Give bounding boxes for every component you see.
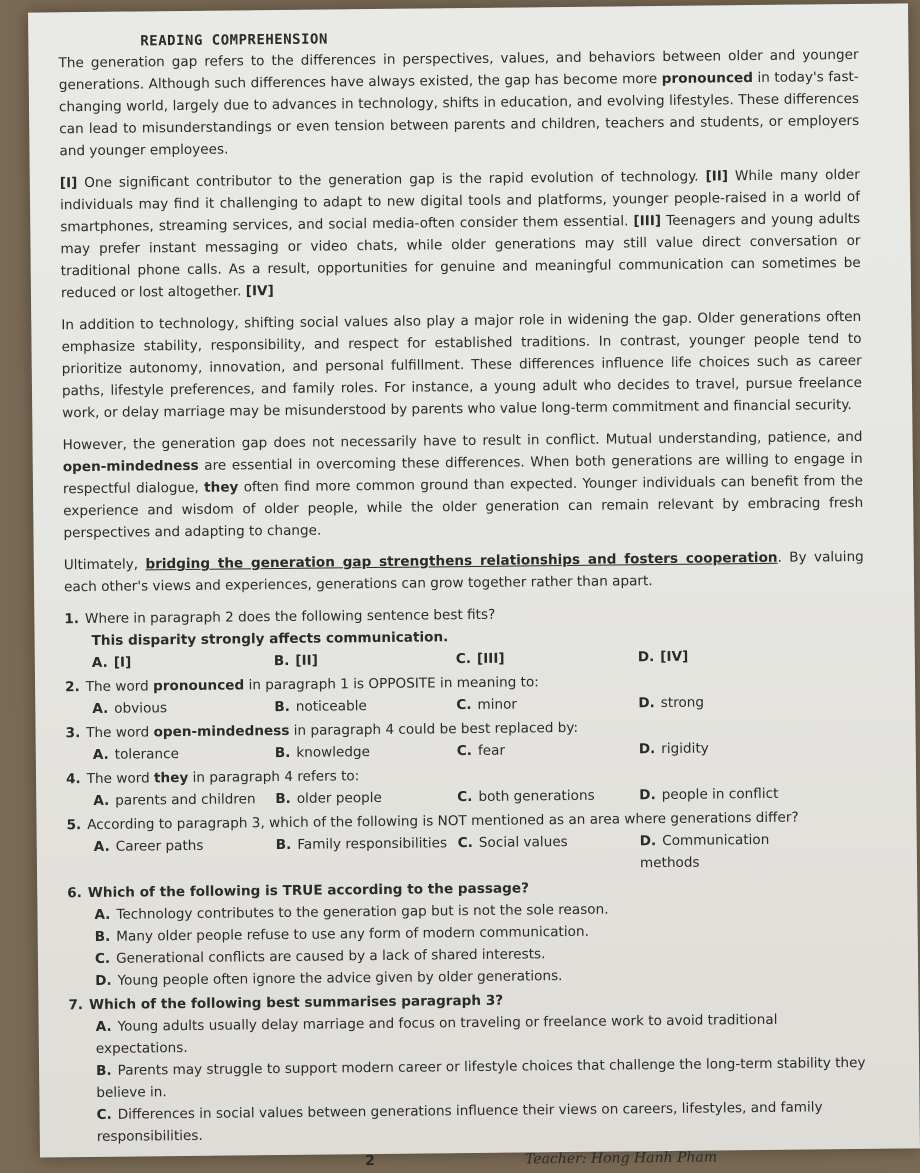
q6-option-b[interactable]: B. Many older people refuse to use any form of modern communication.	[94, 923, 589, 945]
question-1-stem: Where in paragraph 2 does the following sentence best fits?	[84, 606, 496, 628]
question-2: 2. The word pronounced in paragraph 1 is OPPOSITE in meaning to: A. obvious B. noticeable C. minor D. strong	[65, 668, 865, 720]
underlined-phrase: bridging the generation gap strengthens relationships and fosters cooperation	[145, 549, 778, 573]
paragraph-1: The generation gap refers to the differences in perspectives, values, and behaviors between older and younger generations. Although such differences have always existed, the gap has become more pronounced in today's fast-changing world, largely due to advances in technology, shifts in education, and evolving lifestyles. These differences can lead to misunderstandings or even tension between parents and children, teachers and students, or employers and younger employees.	[58, 46, 860, 160]
worksheet-content	[58, 26, 870, 1170]
q6-option-c[interactable]: C. Generational conflicts are caused by a lack of shared interests.	[94, 946, 546, 967]
question-1: 1. Where in paragraph 2 does the following sentence best fits? This disparity strongly affects communication. A. [I] B. [II] C. [III] D. [IV]	[64, 600, 865, 674]
q4-option-a[interactable]: A. parents and children	[93, 791, 256, 809]
q5-option-c[interactable]: C. Social values	[457, 834, 568, 852]
q7-option-a[interactable]: A. Young adults usually delay marriage and focus on traveling or freelance work to avoid traditional expectations.	[95, 1011, 778, 1057]
q3-option-c[interactable]: C. fear	[456, 742, 506, 760]
question-7-stem: Which of the following best summarises paragraph 3?	[88, 992, 504, 1014]
q5-option-b[interactable]: B. Family responsibilities	[275, 835, 448, 854]
marker-1: [I]	[59, 175, 78, 192]
q1-option-b[interactable]: B. [II]	[273, 652, 318, 670]
teacher-name: Teacher: Hong Hanh Pham	[524, 1149, 718, 1168]
marker-3: [III]	[633, 212, 662, 230]
page-footer	[70, 1148, 870, 1170]
question-1-sentence: This disparity strongly affects communication.	[91, 629, 449, 649]
q3-option-a[interactable]: A. tolerance	[92, 746, 179, 763]
q4-option-c[interactable]: C. both generations	[457, 787, 595, 806]
page-title: READING COMPREHENSION	[140, 31, 328, 50]
q3-option-d[interactable]: D. rigidity	[638, 740, 709, 758]
q3-option-b[interactable]: B. knowledge	[274, 744, 371, 762]
highlight-open-mindedness: open-mindedness	[62, 457, 199, 476]
question-4: 4. The word they in paragraph 4 refers to: A. parents and children B. older people C. both generations D. people in conflict	[66, 760, 866, 812]
q2-option-b[interactable]: B. noticeable	[274, 698, 367, 716]
paragraph-3: In addition to technology, shifting social values also play a major role in widening the gap. Older generations often emphasize stability, responsibility, and respect for established traditions. In contrast, younger people tend to prioritize autonomy, innovation, and personal fulfillment. These differences influence life choices such as career paths, lifestyle preferences, and family roles. For instance, a young adult who decides to travel, pursue freelance work, or delay marriage may be misunderstood by parents who value long-term commitment and financial security.	[61, 308, 863, 422]
q4-option-b[interactable]: B. older people	[275, 789, 382, 808]
q2-option-d[interactable]: D. strong	[638, 694, 705, 712]
q2-option-c[interactable]: C. minor	[456, 696, 518, 714]
question-7: 7. Which of the following best summarises paragraph 3? A. Young adults usually delay marriage and focus on traveling or freelance work to avoid traditional expectations. B. Parents may struggle to support modern career or lifestyle choices that challenge the long-term stability they believe in. C. Differences in social values between generations influence their views on careers, lifestyles, and family responsibilities.	[68, 986, 870, 1148]
q1-option-a[interactable]: A. [I]	[91, 654, 132, 671]
paragraph-5: Ultimately, bridging the generation gap strengthens relationships and fosters cooperation. By valuing each other's views and experiences, generations can grow together rather than apart.	[63, 548, 864, 596]
highlight-they: they	[204, 479, 239, 496]
q4-option-d[interactable]: D. people in conflict	[639, 785, 779, 804]
highlight-pronounced: pronounced	[661, 70, 754, 87]
q7-option-b[interactable]: B. Parents may struggle to support modern career or lifestyle choices that challenge the long-term stability they believe in.	[96, 1054, 866, 1101]
q6-option-d[interactable]: D. Young people often ignore the advice given by older generations.	[95, 968, 563, 989]
q1-option-c[interactable]: C. [III]	[455, 650, 505, 668]
q5-option-d[interactable]: D. Communication methods	[639, 831, 770, 872]
question-3: 3. The word open-mindedness in paragraph 4 could be best replaced by: A. tolerance B. knowledge C. fear D. rigidity	[65, 714, 865, 766]
question-6-stem: Which of the following is TRUE according to the passage?	[87, 880, 530, 902]
paragraph-2: [I] One significant contributor to the generation gap is the rapid evolution of technology. [II] While many older individuals may find it challenging to adapt to new digital tools and platforms, younger people-raised in a world of smartphones, streaming services, and social media-often consider them essential. [III] Teenagers and young adults may prefer instant messaging or video chats, while older generations may still value direct conversation or traditional phone calls. As a result, opportunities for genuine and meaningful communication can sometimes be reduced or lost altogether. [IV]	[59, 166, 861, 302]
question-6: 6. Which of the following is TRUE according to the passage? A. Technology contributes to the generation gap but is not the sole reason. B. Many older people refuse to use any form of modern communication. C. Generational conflicts are caused by a lack of shared interests. D. Young people often ignore the advice given by older generations.	[67, 874, 868, 992]
q6-option-a[interactable]: A. Technology contributes to the generation gap but is not the sole reason.	[94, 901, 609, 923]
q5-option-a[interactable]: A. Career paths	[93, 837, 204, 855]
q7-option-c[interactable]: C. Differences in social values between generations influence their views on careers, lifestyles, and family responsibilities.	[96, 1099, 823, 1145]
q1-option-d[interactable]: D. [IV]	[637, 648, 689, 666]
question-5-stem: According to paragraph 3, which of the following is NOT mentioned as an area where generations differ?	[87, 809, 799, 834]
marker-4: [IV]	[245, 283, 274, 300]
marker-2: [II]	[705, 168, 729, 185]
worksheet-page	[28, 3, 920, 1170]
q2-option-a[interactable]: A. obvious	[92, 700, 168, 717]
question-5: 5. According to paragraph 3, which of the following is NOT mentioned as an area where generations differ? A. Career paths B. Family responsibilities C. Social values D. Communication methods	[66, 806, 867, 880]
paragraph-4: However, the generation gap does not necessarily have to result in conflict. Mutual understanding, patience, and open-mindedness are essential in overcoming these differences. When both generations are willing to engage in respectful dialogue, they often find more common ground than expected. Younger individuals can benefit from the experience and wisdom of older people, while the older generation can remain relevant by embracing fresh perspectives and adapting to change.	[62, 428, 864, 542]
page-number: 2	[364, 1153, 375, 1170]
